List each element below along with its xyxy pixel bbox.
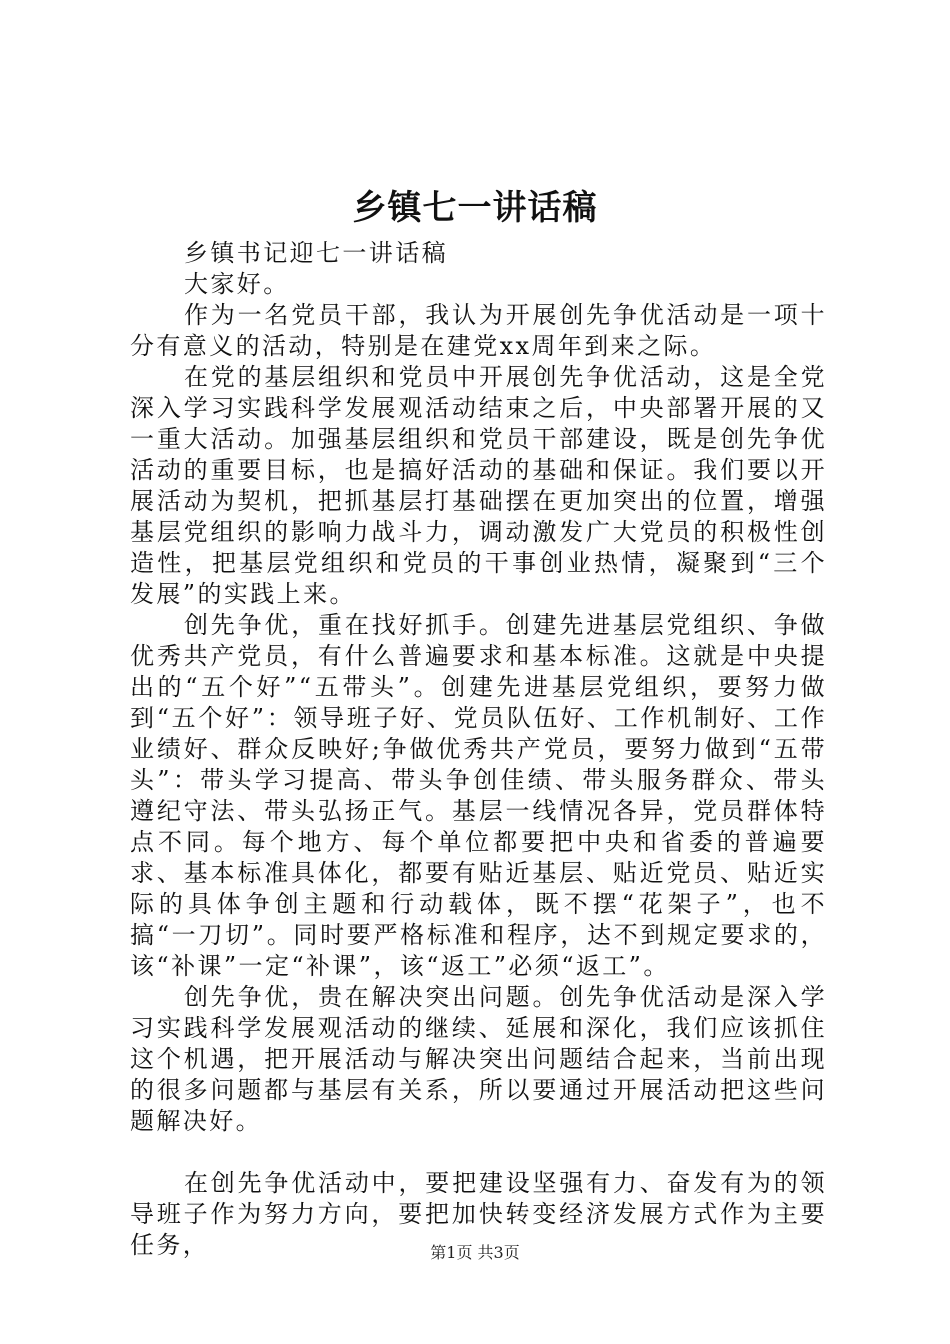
body-paragraph: 创先争优，贵在解决突出问题。创先争优活动是深入学习实践科学发展观活动的继续、延展和深化，我们应该抓住这个机遇，把开展活动与解决突出问题结合起来，当前出现的很多问题都与基层有关系，所以要通过开展活动把这些问题解决好。 bbox=[130, 983, 827, 1135]
document-title: 乡镇七一讲话稿 bbox=[352, 188, 598, 228]
body-paragraph: 创先争优，重在找好抓手。创建先进基层党组织、争做优秀共产党员，有什么普遍要求和基本标准。这就是中央提出的“五个好”“五带头”。创建先进基层党组织，要努力做到“五个好”：领导班子好、党员队伍好、工作机制好、工作业绩好、群众反映好;争做优秀共产党员，要努力做到“五带头”：带头学习提高、带头争创佳绩、带头服务群众、带头遵纪守法、带头弘扬正气。基层一线情况各异，党员群体特点不同。每个地方、每个单位都要把中央和省委的普遍要求、基本标准具体化，都要有贴近基层、贴近党员、贴近实际的具体争创主题和行动载体，既不摆“花架子”，也不搞“一刀切”。同时要严格标准和程序，达不到规定要求的，该“补课”一定“补课”，该“返工”必须“返工”。 bbox=[130, 611, 827, 980]
document-body bbox=[130, 238, 827, 1261]
greeting-paragraph: 大家好。 bbox=[184, 270, 290, 298]
subtitle-paragraph: 乡镇书记迎七一讲话稿 bbox=[184, 239, 448, 267]
body-paragraph: 在创先争优活动中，要把建设坚强有力、奋发有为的领导班子作为努力方向，要把加快转变经济发展方式作为主要任务， bbox=[130, 1169, 827, 1259]
body-paragraph: 在党的基层组织和党员中开展创先争优活动，这是全党深入学习实践科学发展观活动结束之后，中央部署开展的又一重大活动。加强基层组织和党员干部建设，既是创先争优活动的重要目标，也是搞好活动的基础和保证。我们要以开展活动为契机，把抓基层打基础摆在更加突出的位置，增强基层党组织的影响力战斗力，调动激发广大党员的积极性创造性，把基层党组织和党员的干事创业热情，凝聚到“三个发展”的实践上来。 bbox=[130, 363, 827, 608]
body-paragraph: 作为一名党员干部，我认为开展创先争优活动是一项十分有意义的活动，特别是在建党xx周年到来之际。 bbox=[130, 301, 827, 360]
page-indicator: 第1页 共3页 bbox=[430, 1243, 520, 1262]
